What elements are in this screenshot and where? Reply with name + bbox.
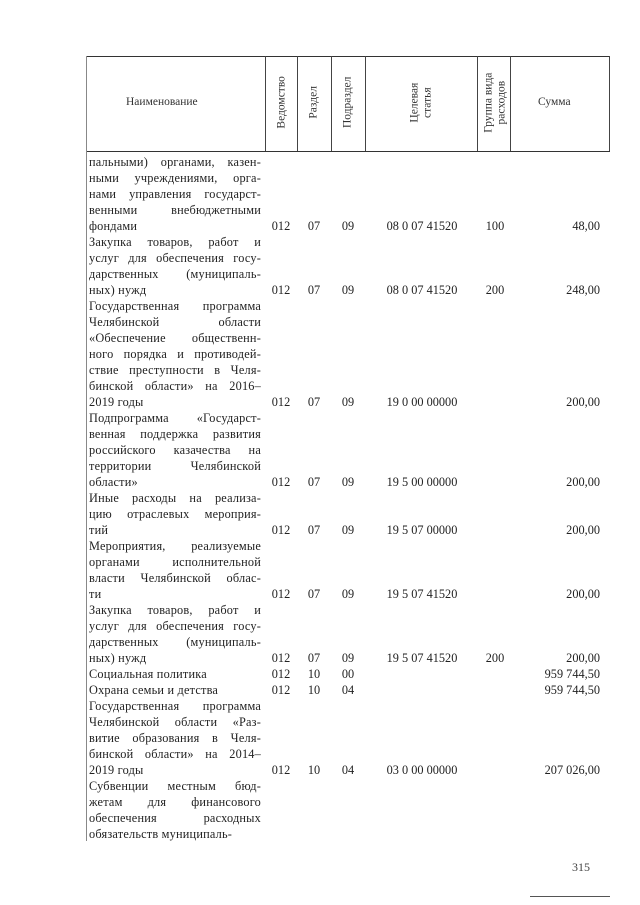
row-gruppa: 200	[485, 283, 505, 297]
row-name-line: Государственная программа	[89, 299, 261, 313]
header-bottom-border	[86, 151, 610, 152]
row-name-line: ными учреждениями, орга-	[89, 171, 261, 185]
col-border-5	[477, 56, 478, 151]
table-top-border	[86, 56, 610, 57]
col-border-right	[609, 56, 610, 151]
row-name-line: цию отраслевых мероприя-	[89, 507, 261, 521]
row-summa: 959 744,50	[544, 667, 600, 681]
row-razdel: 10	[307, 667, 321, 681]
row-razdel: 07	[307, 475, 321, 489]
row-name-line: услуг для обеспечения госу-	[89, 251, 261, 265]
row-name-line: ствие преступности в Челя-	[89, 363, 261, 377]
row-name-line: венная поддержка развития	[89, 427, 261, 441]
row-name-line: Социальная политика	[89, 667, 207, 681]
row-name-line: ных) нужд	[89, 283, 147, 297]
col-border-left	[86, 56, 87, 841]
row-name-line: жетам для финансового	[89, 795, 261, 809]
header-vedomstvo: Ведомство	[275, 76, 288, 129]
row-name-line: дарственных (муниципаль-	[89, 635, 261, 649]
row-celevaya-statya: 03 0 00 00000	[386, 763, 458, 777]
row-summa: 48,00	[572, 219, 600, 233]
row-gruppa: 100	[485, 219, 505, 233]
row-razdel: 07	[307, 651, 321, 665]
row-podrazdel: 09	[341, 395, 355, 409]
row-vedomstvo: 012	[271, 219, 291, 233]
row-name-line: венными внебюджетными	[89, 203, 261, 217]
row-podrazdel: 04	[341, 763, 355, 777]
row-name-line: фондами	[89, 219, 138, 233]
row-gruppa: 200	[485, 651, 505, 665]
budget-table	[86, 56, 610, 841]
row-name-line: пальными) органами, казен-	[89, 155, 261, 169]
row-vedomstvo: 012	[271, 587, 291, 601]
row-razdel: 07	[307, 523, 321, 537]
row-summa: 959 744,50	[544, 683, 600, 697]
row-celevaya-statya: 19 5 07 41520	[386, 651, 458, 665]
col-border-4	[365, 56, 366, 151]
row-vedomstvo: 012	[271, 651, 291, 665]
row-name-line: 2019 годы	[89, 395, 144, 409]
row-name-line: «Обеспечение общественн-	[89, 331, 261, 345]
header-name: Наименование	[126, 96, 198, 108]
col-border-6	[510, 56, 511, 151]
row-vedomstvo: 012	[271, 667, 291, 681]
col-border-3	[331, 56, 332, 151]
row-razdel: 07	[307, 283, 321, 297]
row-name-line: территории Челябинской	[89, 459, 261, 473]
row-podrazdel: 09	[341, 587, 355, 601]
row-summa: 200,00	[566, 395, 600, 409]
row-podrazdel: 09	[341, 219, 355, 233]
row-podrazdel: 04	[341, 683, 355, 697]
row-vedomstvo: 012	[271, 395, 291, 409]
row-name-line: области»	[89, 475, 138, 489]
row-name-line: Охрана семьи и детства	[89, 683, 219, 697]
row-celevaya-statya: 08 0 07 41520	[386, 283, 458, 297]
row-podrazdel: 09	[341, 651, 355, 665]
row-vedomstvo: 012	[271, 283, 291, 297]
row-summa: 200,00	[566, 523, 600, 537]
header-celevaya	[408, 58, 433, 148]
row-vedomstvo: 012	[271, 523, 291, 537]
row-celevaya-statya: 19 5 07 41520	[386, 587, 458, 601]
row-name-line: витие образования в Челя-	[89, 731, 261, 745]
row-name-line: Челябинской области «Раз-	[89, 715, 261, 729]
row-name-line: обязательств муниципаль-	[89, 827, 233, 841]
row-razdel: 10	[307, 683, 321, 697]
row-razdel: 07	[307, 587, 321, 601]
row-name-line: власти Челябинской облас-	[89, 571, 261, 585]
row-name-line: Челябинской области	[89, 315, 261, 329]
row-name-line: Субвенции местным бюд-	[89, 779, 261, 793]
row-summa: 200,00	[566, 587, 600, 601]
header-gruppa-2: расходов	[495, 80, 507, 125]
row-name-line: ти	[89, 587, 102, 601]
row-name-line: Иные расходы на реализа-	[89, 491, 261, 505]
row-name-line: нами управления государст-	[89, 187, 261, 201]
header-gruppa-1: Группа вида	[482, 72, 495, 133]
row-razdel: 07	[307, 395, 321, 409]
row-razdel: 07	[307, 219, 321, 233]
row-podrazdel: 00	[341, 667, 355, 681]
row-name-line: ных) нужд	[89, 651, 147, 665]
row-vedomstvo: 012	[271, 683, 291, 697]
row-name-line: бинской области» на 2016–	[89, 379, 261, 393]
col-border-2	[297, 56, 298, 151]
row-summa: 200,00	[566, 651, 600, 665]
row-podrazdel: 09	[341, 283, 355, 297]
row-name-line: ного порядка и противодей-	[89, 347, 261, 361]
row-celevaya-statya: 19 0 00 00000	[386, 395, 458, 409]
row-podrazdel: 09	[341, 523, 355, 537]
header-razdel: Раздел	[307, 86, 320, 119]
row-summa: 248,00	[566, 283, 600, 297]
row-summa: 207 026,00	[544, 763, 600, 777]
row-name-line: Мероприятия, реализуемые	[89, 539, 261, 553]
row-name-line: обеспечения расходных	[89, 811, 261, 825]
row-podrazdel: 09	[341, 475, 355, 489]
row-razdel: 10	[307, 763, 321, 777]
page-number: 315	[572, 860, 590, 874]
header-celevaya-1: Целевая	[408, 82, 421, 123]
row-name-line: 2019 годы	[89, 763, 144, 777]
row-name-line: тий	[89, 523, 109, 537]
header-celevaya-2: статья	[421, 87, 433, 118]
row-celevaya-statya: 08 0 07 41520	[386, 219, 458, 233]
row-summa: 200,00	[566, 475, 600, 489]
row-name-line: органами исполнительной	[89, 555, 261, 569]
row-vedomstvo: 012	[271, 475, 291, 489]
row-name-line: бинской области» на 2014–	[89, 747, 261, 761]
col-border-1	[265, 56, 266, 151]
row-name-line: российского казачества на	[89, 443, 261, 457]
row-name-line: Закупка товаров, работ и	[89, 603, 261, 617]
row-name-line: услуг для обеспечения госу-	[89, 619, 261, 633]
row-celevaya-statya: 19 5 07 00000	[386, 523, 458, 537]
row-name-line: дарственных (муниципаль-	[89, 267, 261, 281]
header-summa: Сумма	[538, 96, 571, 108]
header-podrazdel: Подраздел	[341, 76, 354, 129]
row-vedomstvo: 012	[271, 763, 291, 777]
row-name-line: Закупка товаров, работ и	[89, 235, 261, 249]
row-name-line: Государственная программа	[89, 699, 261, 713]
header-gruppa	[482, 58, 507, 148]
row-name-line: Подпрограмма «Государст-	[89, 411, 261, 425]
scan-edge-mark	[530, 896, 610, 897]
row-celevaya-statya: 19 5 00 00000	[386, 475, 458, 489]
